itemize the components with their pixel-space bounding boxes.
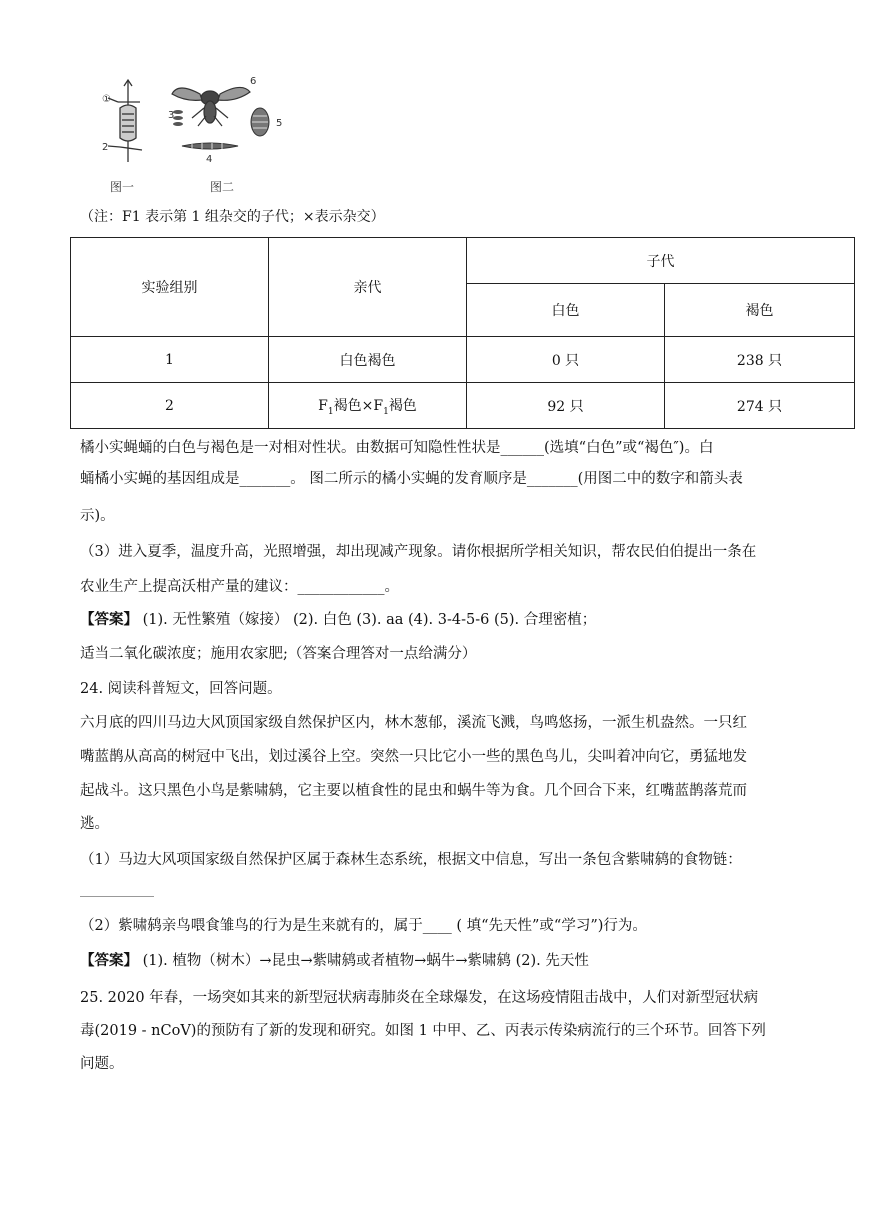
answer-24: 【答案】 (1). 植物（树木）→昆虫→紫啸鸫或者植物→蜗牛→紫啸鸫 (2). 先天性 bbox=[80, 952, 589, 969]
header-offspring: 子代 bbox=[467, 238, 855, 284]
table-row bbox=[71, 383, 855, 429]
marker-4: 4 bbox=[206, 154, 213, 165]
cell-brown: 238 只 bbox=[665, 337, 855, 383]
q24-sub-2: （2）紫啸鸫亲鸟喂食雏鸟的行为是生来就有的，属于____ ( 填“先天性”或“学习”)行为。 bbox=[80, 918, 647, 934]
header-brown: 褐色 bbox=[665, 284, 855, 337]
header-group: 实验组别 bbox=[71, 238, 269, 337]
q25-line-2: 毒(2019 - nCoV)的预防有了新的发现和研究。如图 1 中甲、乙、丙表示传染病流行的三个环节。回答下列 bbox=[80, 1023, 766, 1039]
cell-parent: $F_1$褐色$\times F_1$褐色 bbox=[269, 383, 467, 429]
cell-parent: 白色褐色 bbox=[269, 337, 467, 383]
q24-para-1: 六月底的四川马边大风顶国家级自然保护区内，林木葱郁，溪流飞溅，鸟鸣悠扬，一派生机盎然。一只红 bbox=[80, 715, 747, 731]
cell-white: 0 只 bbox=[467, 337, 665, 383]
answer-23-line-1: 【答案】 (1). 无性繁殖（嫁接） (2). 白色 (3). aa (4). 3-4-5-6 (5). 合理密植； bbox=[80, 611, 597, 628]
q2-line-1: 橘小实蝇蛹的白色与褐色是一对相对性状。由数据可知隐性性状是______(选填“白色”或“褐色″)。白 bbox=[80, 440, 714, 456]
insect-figure bbox=[100, 72, 300, 196]
q3-line-1: （3）进入夏季，温度升高，光照增强，却出现减产现象。请你根据所学相关知识，帮农民伯伯提出一条在 bbox=[80, 544, 757, 560]
marker-3: 3 bbox=[168, 110, 175, 121]
q25-line-1: 25. 2020 年春，一场突如其来的新型冠状病毒肺炎在全球爆发，在这场疫情阻击战中，人们对新型冠状病 bbox=[80, 990, 759, 1006]
q2-line-3: 示)。 bbox=[80, 508, 115, 524]
figure-1-label: 图一 bbox=[110, 180, 135, 194]
cell-white: 92 只 bbox=[467, 383, 665, 429]
q24-para-4: 逃。 bbox=[80, 816, 109, 832]
q24-sub-1: （1）马边大风项国家级自然保护区属于森林生态系统，根据文中信息，写出一条包含紫啸鸫的食物链： bbox=[80, 852, 742, 868]
header-white: 白色 bbox=[467, 284, 665, 337]
q25-line-3: 问题。 bbox=[80, 1056, 124, 1072]
answer-blank-line bbox=[80, 896, 154, 897]
cell-group: 1 bbox=[71, 337, 269, 383]
marker-5: 5 bbox=[276, 118, 283, 129]
cell-group: 2 bbox=[71, 383, 269, 429]
marker-1: ① bbox=[102, 94, 111, 105]
cell-brown: 274 只 bbox=[665, 383, 855, 429]
answer-23-line-2: 适当二氧化碳浓度；施用农家肥;（答案合理答对一点给满分） bbox=[80, 646, 477, 662]
table-row bbox=[71, 337, 855, 383]
q3-line-2: 农业生产上提高沃柑产量的建议：____________。 bbox=[80, 579, 399, 595]
q24-para-2: 嘴蓝鹊从高高的树冠中飞出，划过溪谷上空。突然一只比它小一些的黑色鸟儿，尖叫着冲向它，勇猛地发 bbox=[80, 749, 747, 765]
cross-experiment-table bbox=[70, 237, 855, 429]
answer-label: 【答案】 bbox=[80, 952, 138, 969]
marker-6: 6 bbox=[250, 76, 257, 87]
header-parent: 亲代 bbox=[269, 238, 467, 337]
q24-para-3: 起战斗。这只黑色小鸟是紫啸鸫，它主要以植食性的昆虫和蜗牛等为食。几个回合下来，红嘴蓝鹊落荒而 bbox=[80, 783, 747, 799]
q2-line-2: 蛹橘小实蝇的基因组成是_______。 图二所示的橘小实蝇的发育顺序是_______(用图二中的数字和箭头表 bbox=[80, 471, 743, 487]
answer-label: 【答案】 bbox=[80, 611, 138, 628]
marker-2: 2 bbox=[102, 142, 109, 153]
table-note: （注：F1 表示第 1 组杂交的子代；×表示杂交） bbox=[80, 209, 385, 225]
figure-2-label: 图二 bbox=[210, 180, 235, 194]
q24-title: 24. 阅读科普短文，回答问题。 bbox=[80, 681, 282, 697]
